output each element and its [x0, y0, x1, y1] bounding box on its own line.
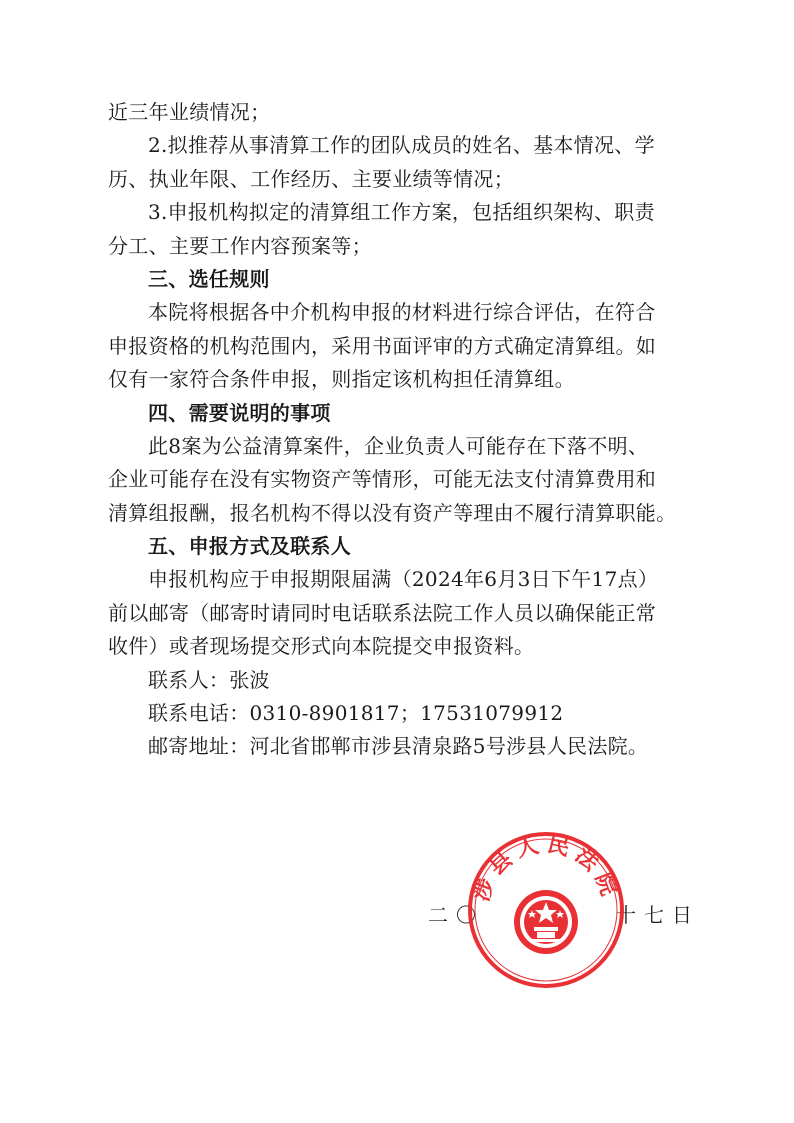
body-line: 仅有一家符合条件申报，则指定该机构担任清算组。 — [108, 367, 575, 392]
document-body — [108, 96, 692, 764]
section-heading: 三、选任规则 — [148, 266, 270, 291]
body-line: 申报机构应于申报期限届满（2024年6月3日下午17点） — [148, 567, 659, 592]
date-end: 十七日 — [616, 903, 700, 927]
body-line: 收件）或者现场提交形式向本院提交申报资料。 — [108, 634, 535, 659]
national-emblem-icon — [514, 890, 578, 954]
section-heading: 四、需要说明的事项 — [148, 400, 331, 425]
body-line: 本院将根据各中介机构申报的材料进行综合评估，在符合 — [148, 300, 656, 325]
body-line: 企业可能存在没有实物资产等情形，可能无法支付清算费用和 — [108, 467, 657, 492]
section-heading: 五、申报方式及联系人 — [148, 534, 351, 559]
body-line: 近三年业绩情况； — [108, 100, 271, 124]
body-line: 联系电话：0310-8901817；17531079912 — [148, 701, 564, 726]
body-line: 清算组报酬，报名机构不得以没有资产等理由不履行清算职能。 — [108, 500, 677, 525]
body-line: 2.拟推荐从事清算工作的团队成员的姓名、基本情况、学 — [148, 133, 655, 158]
seal-arc-text: 涉县人民法院 — [468, 830, 624, 905]
body-line: 联系人：张波 — [148, 667, 270, 692]
body-line: 申报资格的机构范围内，采用书面评审的方式确定清算组。如 — [108, 333, 657, 358]
body-line: 前以邮寄（邮寄时请同时电话联系法院工作人员以确保能正常 — [108, 600, 657, 625]
date-start: 二〇 — [428, 903, 484, 927]
body-line: 此8案为公益清算案件，企业负责人可能存在下落不明、 — [148, 433, 649, 458]
court-seal-stamp — [466, 830, 626, 990]
body-line: 邮寄地址：河北省邯郸市涉县清泉路5号涉县人民法院。 — [148, 734, 649, 759]
body-line: 分工、主要工作内容预案等； — [108, 233, 372, 258]
body-line: 历、执业年限、工作经历、主要业绩等情况； — [108, 166, 514, 191]
body-line: 3.申报机构拟定的清算组工作方案，包括组织架构、职责 — [148, 200, 655, 225]
